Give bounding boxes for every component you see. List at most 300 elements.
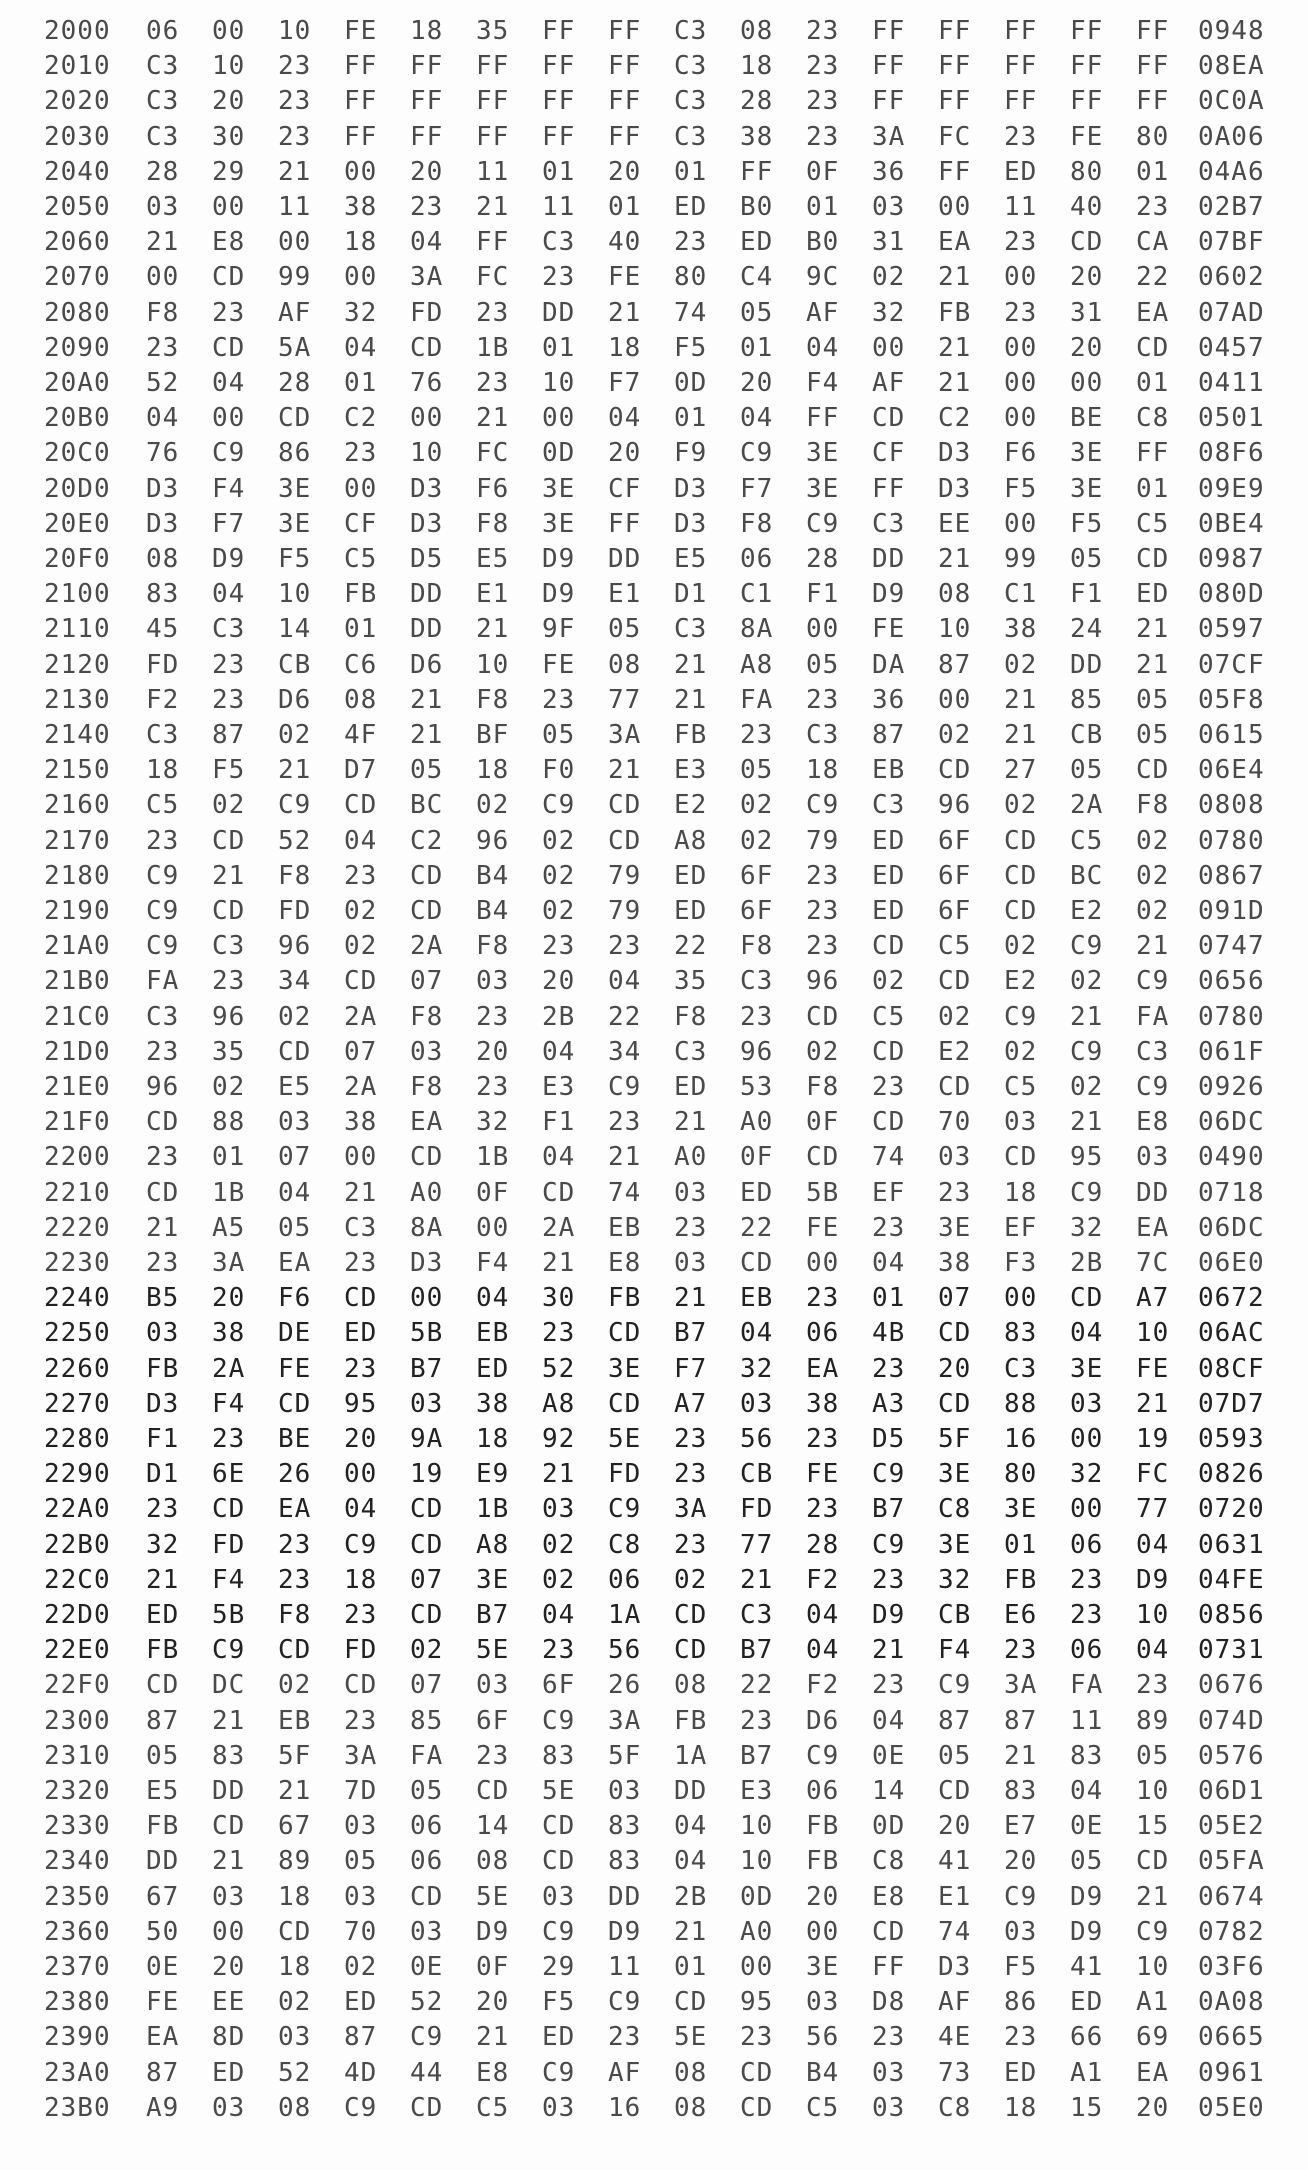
dump-row	[0, 331, 1308, 365]
hex-byte: A0	[674, 1142, 708, 1173]
hex-byte: 23	[146, 825, 180, 856]
hex-byte: FE	[1070, 121, 1104, 152]
hex-byte: 20	[212, 86, 246, 117]
hex-byte: 23	[1136, 1670, 1170, 1701]
hex-byte: 02	[1070, 1072, 1104, 1102]
hex-byte: 04	[1136, 1635, 1170, 1666]
hex-byte: CD	[938, 1388, 972, 1419]
hex-byte: 38	[344, 192, 378, 222]
row-address: 2250	[44, 1318, 111, 1349]
hex-byte: EA	[410, 1107, 444, 1138]
row-checksum: 05F8	[1198, 684, 1265, 715]
dump-row	[0, 1035, 1308, 1069]
hex-byte: 02	[872, 966, 906, 997]
hex-byte: ED	[674, 896, 708, 926]
hex-byte: 23	[1136, 192, 1170, 222]
row-address: 2220	[44, 1212, 111, 1243]
hex-byte: 67	[278, 1811, 312, 1842]
row-address: 2170	[44, 825, 111, 856]
row-address: 2070	[44, 262, 111, 293]
hex-byte: 89	[1136, 1705, 1170, 1736]
dump-row	[0, 788, 1308, 822]
hex-byte: 34	[608, 1036, 642, 1067]
hex-byte: D7	[344, 755, 378, 786]
hex-byte: B7	[476, 1600, 510, 1630]
hex-byte: CD	[410, 2092, 444, 2123]
hex-byte: CD	[410, 1600, 444, 1630]
row-checksum: 07AD	[1198, 297, 1265, 328]
hex-byte: 27	[1004, 755, 1038, 786]
hex-byte: 08	[938, 579, 972, 610]
row-address: 2190	[44, 896, 111, 926]
hex-byte: F1	[542, 1107, 576, 1138]
hex-byte: 21	[344, 1177, 378, 1208]
hex-byte: 83	[542, 1740, 576, 1771]
dump-row	[0, 1387, 1308, 1421]
hex-byte: 23	[674, 1212, 708, 1243]
hex-byte: 00	[1004, 368, 1038, 398]
row-address: 22A0	[44, 1494, 111, 1525]
hex-byte: A7	[674, 1388, 708, 1419]
dump-row	[0, 2056, 1308, 2090]
hex-byte: A5	[212, 1212, 246, 1243]
hex-byte: F8	[278, 860, 312, 891]
hex-byte: 83	[608, 1846, 642, 1877]
hex-byte: 73	[938, 2057, 972, 2088]
row-checksum: 0720	[1198, 1494, 1265, 1525]
hex-byte: C3	[674, 1036, 708, 1067]
hex-byte: 1B	[476, 332, 510, 363]
hex-byte: 3E	[806, 438, 840, 469]
hex-byte: 2A	[344, 1001, 378, 1032]
hex-byte: 87	[146, 2057, 180, 2088]
hex-byte: 11	[608, 1952, 642, 1982]
hex-byte: 1A	[674, 1740, 708, 1771]
hex-byte: 00	[1004, 262, 1038, 293]
hex-byte: F8	[806, 1072, 840, 1102]
dump-row	[0, 2020, 1308, 2054]
hex-byte: 70	[344, 1916, 378, 1947]
hex-byte: 21	[1136, 1881, 1170, 1912]
hex-byte: CD	[212, 262, 246, 293]
hex-byte: ED	[1070, 1987, 1104, 2018]
hex-byte: 04	[344, 332, 378, 363]
hex-byte: 23	[806, 51, 840, 82]
dump-row	[0, 612, 1308, 646]
hex-byte: AF	[872, 368, 906, 398]
hex-byte: 30	[542, 1283, 576, 1314]
hex-byte: 23	[278, 51, 312, 82]
hex-byte: 38	[938, 1248, 972, 1278]
hex-byte: FE	[344, 16, 378, 46]
row-address: 21D0	[44, 1036, 111, 1067]
hex-byte: 3E	[278, 473, 312, 504]
row-checksum: 0961	[1198, 2057, 1265, 2088]
hex-byte: 22	[1136, 262, 1170, 293]
hex-byte: 18	[476, 1424, 510, 1454]
hex-byte: CD	[938, 966, 972, 997]
hex-byte: 06	[740, 544, 774, 574]
hex-byte: 21	[212, 1846, 246, 1877]
hex-byte: 83	[1004, 1776, 1038, 1806]
hex-byte: 99	[278, 262, 312, 293]
hex-byte: 04	[674, 1846, 708, 1877]
hex-byte: CD	[542, 1811, 576, 1842]
hex-byte: 00	[344, 156, 378, 187]
dump-row	[0, 1985, 1308, 2019]
hex-byte: 04	[344, 825, 378, 856]
hex-byte: FF	[872, 51, 906, 82]
hex-byte: 96	[476, 825, 510, 856]
row-checksum: 0631	[1198, 1529, 1265, 1560]
hex-byte: FE	[872, 614, 906, 645]
hex-byte: D9	[476, 1916, 510, 1947]
hex-byte: C5	[806, 2092, 840, 2123]
hex-byte: 04	[608, 966, 642, 997]
hex-byte: 00	[1004, 403, 1038, 434]
hex-byte: 3E	[1004, 1494, 1038, 1525]
hex-byte: 3E	[278, 508, 312, 539]
dump-row	[0, 155, 1308, 189]
hex-byte: 70	[938, 1107, 972, 1138]
hex-byte: D6	[278, 684, 312, 715]
hex-byte: 01	[542, 332, 576, 363]
hex-byte: 23	[1004, 2022, 1038, 2053]
hex-byte: E7	[1004, 1811, 1038, 1842]
hex-byte: CD	[1070, 1283, 1104, 1314]
hex-byte: 23	[872, 1564, 906, 1595]
hex-byte: 21	[938, 262, 972, 293]
row-address: 22C0	[44, 1564, 111, 1595]
hex-byte: 00	[344, 1142, 378, 1173]
hex-byte: 02	[938, 1001, 972, 1032]
row-checksum: 0C0A	[1198, 86, 1265, 117]
hex-byte: 03	[806, 1987, 840, 2018]
hex-byte: C3	[212, 614, 246, 645]
hex-byte: FC	[476, 438, 510, 469]
hex-byte: ED	[872, 860, 906, 891]
hex-byte: 04	[1070, 1776, 1104, 1806]
hex-byte: 3E	[1070, 1353, 1104, 1384]
hex-byte: 23	[542, 1635, 576, 1666]
hex-byte: 23	[476, 368, 510, 398]
hex-byte: 3E	[806, 473, 840, 504]
hex-byte: F6	[1004, 438, 1038, 469]
hex-byte: 23	[740, 2022, 774, 2053]
hex-byte: 83	[1004, 1318, 1038, 1349]
row-address: 2160	[44, 790, 111, 821]
hex-byte: 38	[806, 1388, 840, 1419]
hex-byte: CD	[1004, 825, 1038, 856]
hex-byte: 02	[1004, 790, 1038, 821]
hex-byte: 95	[740, 1987, 774, 2018]
hex-byte: 10	[410, 438, 444, 469]
hex-byte: ED	[674, 1072, 708, 1102]
hex-byte: 03	[1004, 1916, 1038, 1947]
hex-byte: C9	[872, 1459, 906, 1490]
hex-byte: 9A	[410, 1424, 444, 1454]
row-checksum: 0826	[1198, 1459, 1265, 1490]
hex-byte: C8	[1136, 403, 1170, 434]
hex-byte: 28	[278, 368, 312, 398]
row-address: 2300	[44, 1705, 111, 1736]
hex-byte: C9	[872, 1529, 906, 1560]
hex-byte: F8	[410, 1001, 444, 1032]
hex-byte: 02	[1136, 896, 1170, 926]
hex-byte: 03	[344, 1881, 378, 1912]
hex-byte: F8	[476, 684, 510, 715]
hex-byte: C9	[1136, 1916, 1170, 1947]
hex-byte: FE	[278, 1353, 312, 1384]
hex-byte: C3	[740, 1600, 774, 1630]
hex-byte: 9C	[806, 262, 840, 293]
hex-byte: 4B	[872, 1318, 906, 1349]
row-address: 20E0	[44, 508, 111, 539]
hex-byte: 03	[1136, 1142, 1170, 1173]
hex-byte: 21	[476, 2022, 510, 2053]
dump-row	[0, 1774, 1308, 1808]
hex-byte: FD	[146, 649, 180, 680]
hex-byte: FF	[1004, 86, 1038, 117]
hex-byte: 23	[1070, 1564, 1104, 1595]
hex-byte: D9	[872, 1600, 906, 1630]
hex-byte: FF	[872, 86, 906, 117]
hex-byte: C9	[542, 790, 576, 821]
hex-byte: D3	[146, 1388, 180, 1419]
hex-byte: 88	[1004, 1388, 1038, 1419]
hex-byte: 28	[806, 544, 840, 574]
hex-byte: 5B	[212, 1600, 246, 1630]
hex-byte: CD	[542, 1177, 576, 1208]
hex-byte: DD	[542, 297, 576, 328]
hex-byte: D3	[938, 438, 972, 469]
hex-byte: CD	[344, 1670, 378, 1701]
hex-byte: 0F	[806, 1107, 840, 1138]
row-checksum: 0665	[1198, 2022, 1265, 2053]
hex-byte: C9	[1070, 1036, 1104, 1067]
hex-byte: EE	[938, 508, 972, 539]
hex-byte: 23	[278, 121, 312, 152]
hex-byte: 80	[1136, 121, 1170, 152]
hex-byte: 01	[740, 332, 774, 363]
hex-byte: 03	[146, 192, 180, 222]
row-checksum: 0A08	[1198, 1987, 1265, 2018]
dump-row	[0, 542, 1308, 576]
row-checksum: 06DC	[1198, 1212, 1265, 1243]
row-checksum: 04FE	[1198, 1564, 1265, 1595]
hex-byte: 03	[1004, 1107, 1038, 1138]
hex-byte: CD	[608, 1388, 642, 1419]
hex-byte: 32	[146, 1529, 180, 1560]
hex-byte: 95	[1070, 1142, 1104, 1173]
hex-byte: 04	[872, 1248, 906, 1278]
hex-byte: 00	[212, 403, 246, 434]
hex-byte: FC	[938, 121, 972, 152]
hex-byte: 7D	[344, 1776, 378, 1806]
row-address: 20D0	[44, 473, 111, 504]
hex-byte: 20	[476, 1036, 510, 1067]
hex-byte: 10	[278, 579, 312, 610]
hex-byte: FF	[344, 86, 378, 117]
hex-byte: 29	[212, 156, 246, 187]
hex-byte: CD	[212, 825, 246, 856]
hex-byte: E8	[608, 1248, 642, 1278]
hex-byte: F8	[740, 508, 774, 539]
hex-byte: FD	[344, 1635, 378, 1666]
hex-byte: 23	[608, 1107, 642, 1138]
hex-byte: F1	[146, 1424, 180, 1454]
hex-byte: 02	[278, 1987, 312, 2018]
hex-byte: 03	[146, 1318, 180, 1349]
hex-byte: 04	[542, 1142, 576, 1173]
hex-byte: 05	[1136, 684, 1170, 715]
hex-byte: 21	[476, 403, 510, 434]
hex-byte: 07	[410, 1564, 444, 1595]
hex-byte: 38	[740, 121, 774, 152]
hex-byte: C9	[1004, 1001, 1038, 1032]
hex-byte: 0F	[476, 1177, 510, 1208]
row-checksum: 0490	[1198, 1142, 1265, 1173]
hex-byte: 21	[674, 649, 708, 680]
hex-byte: 22	[740, 1212, 774, 1243]
hex-byte: 6F	[938, 860, 972, 891]
dump-row	[0, 1915, 1308, 1949]
hex-byte: 06	[146, 16, 180, 46]
hex-byte: C3	[1004, 1353, 1038, 1384]
hex-byte: F5	[542, 1987, 576, 2018]
hex-byte: ED	[674, 860, 708, 891]
hex-byte: 3E	[938, 1459, 972, 1490]
hex-byte: 07	[344, 1036, 378, 1067]
hex-byte: 80	[674, 262, 708, 293]
row-address: 21A0	[44, 931, 111, 962]
hex-byte: 06	[806, 1776, 840, 1806]
hex-byte: C5	[872, 1001, 906, 1032]
hex-byte: FF	[740, 156, 774, 187]
hex-byte: F8	[146, 297, 180, 328]
hex-byte: CD	[476, 1776, 510, 1806]
hex-byte: 5E	[476, 1635, 510, 1666]
hex-byte: C3	[344, 1212, 378, 1243]
hex-byte: CD	[938, 1072, 972, 1102]
hex-byte: AF	[938, 1987, 972, 2018]
hex-byte: FF	[608, 16, 642, 46]
hex-byte: 20	[938, 1353, 972, 1384]
hex-byte: CD	[872, 403, 906, 434]
row-address: 2120	[44, 649, 111, 680]
hex-byte: 00	[212, 192, 246, 222]
hex-byte: E8	[872, 1881, 906, 1912]
row-checksum: 0718	[1198, 1177, 1265, 1208]
hex-byte: 20	[806, 1881, 840, 1912]
hex-byte: DE	[278, 1318, 312, 1349]
hex-byte: C8	[608, 1529, 642, 1560]
hex-byte: 01	[1136, 156, 1170, 187]
hex-byte: CD	[278, 1036, 312, 1067]
hex-byte: FF	[938, 86, 972, 117]
hex-byte: 3A	[608, 1705, 642, 1736]
hex-byte: A1	[1136, 1987, 1170, 2018]
hex-byte: F7	[674, 1353, 708, 1384]
hex-byte: CD	[278, 1635, 312, 1666]
hex-byte: C9	[542, 1916, 576, 1947]
dump-row	[0, 683, 1308, 717]
hex-byte: 83	[212, 1740, 246, 1771]
dump-row	[0, 753, 1308, 787]
hex-byte: FF	[608, 86, 642, 117]
row-address: 2090	[44, 332, 111, 363]
hex-byte: 44	[410, 2057, 444, 2088]
hex-byte: 34	[278, 966, 312, 997]
hex-byte: ED	[872, 896, 906, 926]
hex-byte: 04	[806, 1635, 840, 1666]
hex-byte: FE	[608, 262, 642, 293]
hex-byte: 85	[410, 1705, 444, 1736]
hex-byte: 20	[938, 1811, 972, 1842]
row-address: 22E0	[44, 1635, 111, 1666]
hex-byte: 05	[938, 1740, 972, 1771]
hex-byte: 04	[344, 1494, 378, 1525]
hex-byte: CD	[344, 966, 378, 997]
hex-byte: C9	[608, 1494, 642, 1525]
hex-byte: 74	[608, 1177, 642, 1208]
hex-byte: A0	[410, 1177, 444, 1208]
hex-byte: CB	[938, 1600, 972, 1630]
hex-byte: F1	[1070, 579, 1104, 610]
row-address: 2030	[44, 121, 111, 152]
hex-byte: D3	[410, 508, 444, 539]
hex-byte: CB	[278, 649, 312, 680]
hex-byte: C3	[1136, 1036, 1170, 1067]
hex-byte: D9	[1070, 1881, 1104, 1912]
hex-byte: 00	[212, 16, 246, 46]
row-address: 20C0	[44, 438, 111, 469]
hex-byte: 77	[608, 684, 642, 715]
hex-byte: 3A	[344, 1740, 378, 1771]
hex-byte: FF	[938, 156, 972, 187]
hex-byte: DD	[674, 1776, 708, 1806]
hex-byte: FF	[1136, 16, 1170, 46]
hex-byte: 96	[146, 1072, 180, 1102]
hex-byte: 76	[410, 368, 444, 398]
hex-byte: 21	[1070, 1107, 1104, 1138]
hex-byte: A9	[146, 2092, 180, 2123]
hex-byte: EA	[1136, 2057, 1170, 2088]
row-checksum: 0A06	[1198, 121, 1265, 152]
hex-byte: 86	[278, 438, 312, 469]
row-address: 2230	[44, 1248, 111, 1278]
row-checksum: 0BE4	[1198, 508, 1265, 539]
hex-byte: 20	[608, 438, 642, 469]
dump-row	[0, 49, 1308, 83]
hex-byte: 23	[344, 438, 378, 469]
row-address: 21C0	[44, 1001, 111, 1032]
hex-byte: 32	[938, 1564, 972, 1595]
hex-byte: F7	[608, 368, 642, 398]
row-address: 2320	[44, 1776, 111, 1806]
hex-byte: 18	[806, 755, 840, 786]
hex-byte: 21	[476, 614, 510, 645]
hex-byte: FF	[476, 121, 510, 152]
hex-byte: 23	[674, 1424, 708, 1454]
hex-byte: 38	[344, 1107, 378, 1138]
hex-byte: E8	[212, 227, 246, 258]
hex-byte: 23	[806, 86, 840, 117]
hex-byte: FB	[146, 1353, 180, 1384]
hex-byte: F7	[740, 473, 774, 504]
hex-byte: FF	[1004, 16, 1038, 46]
row-address: 2360	[44, 1916, 111, 1947]
